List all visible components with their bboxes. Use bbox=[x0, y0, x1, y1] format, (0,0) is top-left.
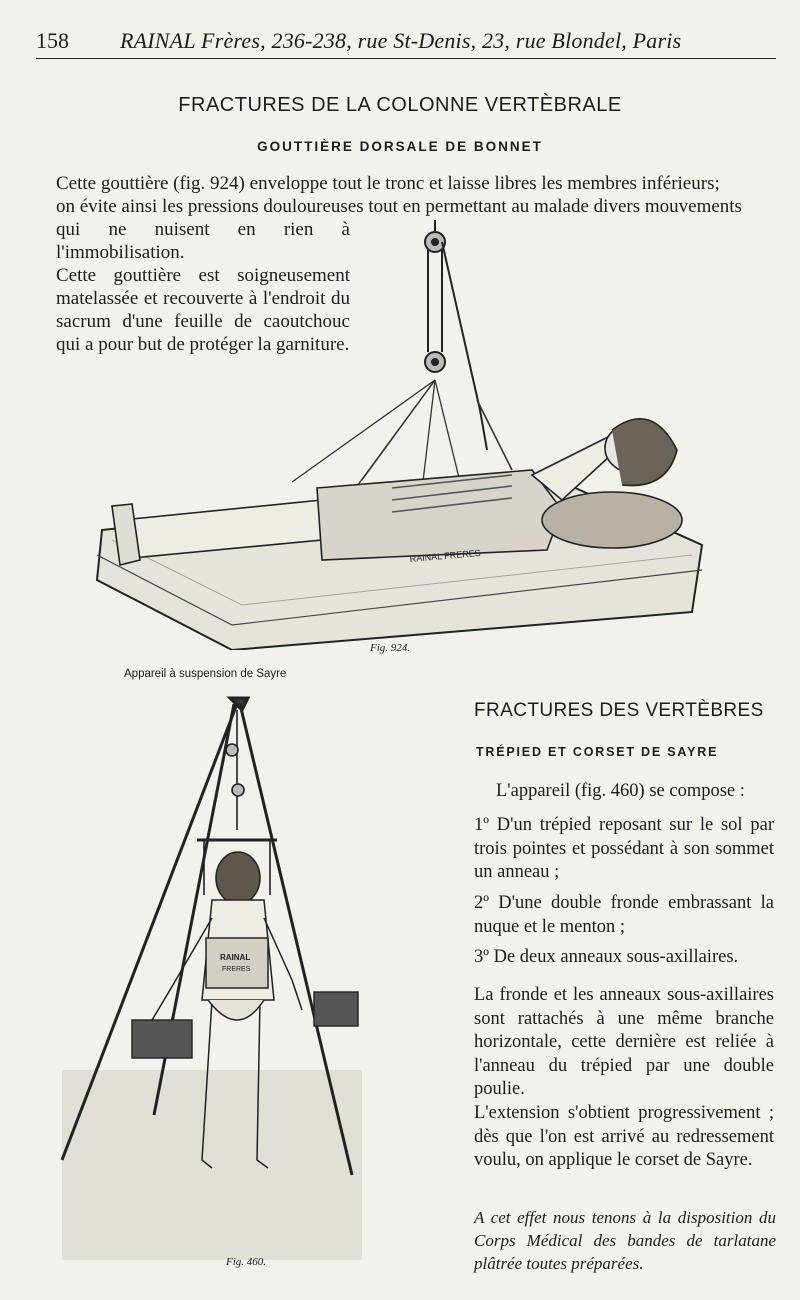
running-header bbox=[36, 24, 776, 59]
running-head-title: RAINAL Frères, 236-238, rue St-Denis, 23, rue Blondel, Paris bbox=[120, 28, 682, 53]
section-title-vertebres: FRACTURES DES VERTÈBRES bbox=[474, 700, 764, 721]
figure-924-caption: Fig. 924. bbox=[370, 642, 411, 654]
left-weight-bag bbox=[132, 1020, 192, 1058]
paragraph-gouttiere-intro bbox=[56, 172, 776, 218]
figure-924-illustration bbox=[92, 220, 712, 650]
paragraph-appareil-intro: L'appareil (fig. 460) se compose : bbox=[496, 781, 745, 801]
paragraph-extension: L'extension s'obtient progressivement ; dès que l'on est arrivé au redressement voulu, on applique le corset de Sayre. bbox=[474, 1103, 774, 1170]
section-subtitle-trepied: TRÉPIED ET CORSET DE SAYRE bbox=[476, 745, 719, 759]
paragraph-line: Cette gouttière (fig. 924) enveloppe tout le tronc et laisse libres les membres inférieurs; bbox=[56, 173, 720, 194]
figure-460-illustration bbox=[52, 690, 372, 1270]
list-item-fronde: 2º D'une double fronde embrassant la nuque et le menton ; bbox=[474, 893, 774, 937]
list-item-trepied: 1º D'un trépied reposant sur le sol par trois pointes et possédant à son sommet un anneau ; bbox=[474, 815, 774, 882]
paragraph-line: on évite ainsi les pressions douloureuses tout en permettant au malade divers mouvements bbox=[56, 196, 742, 217]
figure-924-stamp: RAINAL FRERES bbox=[409, 547, 482, 564]
section-subtitle-gouttiere: GOUTTIÈRE DORSALE DE BONNET bbox=[257, 139, 543, 154]
paragraph-gouttiere-intro-end: qui ne nuisent en rien à l'immobilisation. bbox=[56, 219, 350, 263]
figure-460-stamp-line2: FRERES bbox=[222, 966, 251, 973]
patient-figure bbox=[112, 400, 682, 565]
paragraph-text: Cette gouttière est soigneusement matelassée et recouverte à l'endroit du sacrum d'une feuille de caoutchouc qui a pour but de protéger la garniture. bbox=[56, 265, 350, 355]
figure-460-caption: Fig. 460. bbox=[226, 1256, 267, 1268]
figure-460-label: Appareil à suspension de Sayre bbox=[124, 668, 287, 680]
right-weight-bag bbox=[314, 992, 358, 1026]
list-item-anneaux: 3º De deux anneaux sous-axillaires. bbox=[474, 947, 739, 967]
hanging-pulley-icon bbox=[425, 220, 487, 450]
paragraph-closing-note: A cet effet nous tenons à la disposition du Corps Médical des bandes de tarlatane plâtrée toutes préparées. bbox=[474, 1208, 776, 1273]
paragraph-fronde: La fronde et les anneaux sous-axillaires sont rattachés à une même branche horizontale, cette dernière est reliée à l'anneau du trépied par une double poulie. bbox=[474, 985, 774, 1099]
section-title-colonne: FRACTURES DE LA COLONNE VERTÈBRALE bbox=[178, 94, 622, 116]
page-number: 158 bbox=[36, 28, 69, 53]
figure-460-stamp-line1: RAINAL bbox=[220, 953, 251, 962]
